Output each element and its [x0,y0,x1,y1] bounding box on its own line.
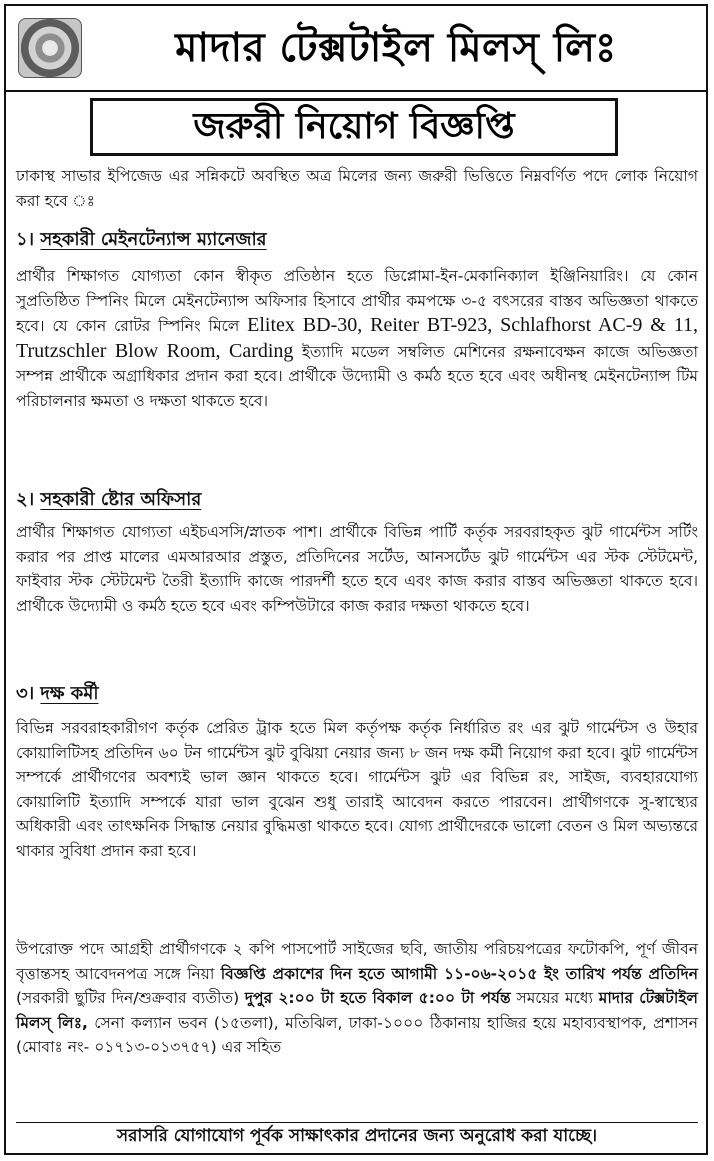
application-deadline: বিজ্ঞপ্তি প্রকাশের দিন হতে আগামী ১১-০৬-২০১৫ ইং তারিখ পর্যন্ত প্রতিদিন [220,964,698,983]
position-2-heading [16,487,201,513]
company-name: মাদার টেক্সটাইল মিলস্ লিঃ [175,25,617,71]
application-address: সেনা কল্যান ভবন (১৫তলা), মতিঝিল, ঢাকা-১০০০ ঠিকানায় হাজির হয়ে মহাব্যবস্থাপক, প্রশাসন (মোবাঃ নং- ০১৭১৩-০১৩৭৫৭) এর সহিত [16,1013,698,1056]
position-2-title: সহকারী ষ্টোর অফিসার [40,489,202,510]
position-3-number: ৩। [16,683,35,704]
application-time: দুপুর ২:০০ টা হতে বিকাল ৫:০০ টা পর্যন্ত [244,989,511,1007]
position-2-number: ২। [16,489,35,510]
position-1-text-2: ইত্যাদি মডেল সম্বলিত মেশিনের রক্ষনাবেক্ষন কাজে অভিজ্ঞতা সম্পন্ন প্রার্থীকে অগ্রাধিকার প্রদান করা হবে। প্রার্থীকে উদ্যোমী ও কর্মঠ হতে হবে এবং অধীনস্থ মেইনটেন্যান্স টিম পরিচালনার ক্ষমতা ও দক্ষতা থাকতে হবে। [16,342,698,410]
position-3-heading [16,681,98,707]
position-1-description [16,264,698,413]
application-text-1: উপরোক্ত পদে আগ্রহী প্রার্থীগণকে ২ কপি পাসপোর্ট সাইজের ছবি, জাতীয় পরিচয়পত্রের ফটোকপি, পূর্ণ জীবন বৃত্তান্তসহ আবেদনপত্র সঙ্গে নিয়া [16,940,698,983]
application-text-3: সময়ের মধ্যে [516,989,593,1007]
notice-header [4,4,708,92]
notice-title: জরুরী নিয়োগ বিজ্ঞপ্তি [90,98,618,156]
position-3-description: বিভিন্ন সরবরাহকারীগণ কর্তৃক প্রেরিত ট্রাক হতে মিল কর্তৃপক্ষ কর্তৃক নির্ধারিত রং এর ঝুট গার্মেন্টস ও উহার কোয়ালিটিসহ প্রতিদিন ৬০ টন গার্মেন্টস ঝুট বুঝিয়া নেয়ার জন্য ৮ জন দক্ষ কর্মী নিয়োগ করা হবে। ঝুট গার্মেন্টস সম্পর্কে প্রার্থীগণের অবশ্যই ভাল জ্ঞান থাকতে হবে। গার্মেন্টস ঝুট এর বিভিন্ন রং, সাইজ, ব্যবহারযোগ্য কোয়ালিটি ইত্যাদি সম্পর্কে যারা ভাল বুঝেন শুধু তারাই আবেদন করতে পারবেন। প্রার্থীগণকে সু-স্বাস্থ্যের অধিকারী এবং তাৎক্ষনিক সিদ্ধান্ত নেয়ার বুদ্ধিমত্তা থাকতে হবে। যোগ্য প্রার্থীদেরকে ভালো বেতন ও মিল অভ্যন্তরে থাকার সুবিধা প্রদান করা হবে। [16,719,698,860]
position-1-text-1: প্রার্থীর শিক্ষাগত যোগ্যতা কোন স্বীকৃত প্রতিষ্ঠান হতে ডিপ্লোমা-ইন-মেকানিক্যাল ইঞ্জিনিয়ারিং। যে কোন সুপ্রতিষ্ঠিত স্পিনিং মিলে মেইনটেন্যান্স অফিসার হিসাবে প্রার্থীর কমপক্ষে ৩-৫ বৎসরের বাস্তব অভিজ্ঞতা থাকতে হবে। যে কোন রোটর স্পিনিং মিলে [16,267,698,335]
closing-line: সরাসরি যোগাযোগ পূর্বক সাক্ষাৎকার প্রদানের জন্য অনুরোধ করা যাচ্ছে। [16,1122,698,1149]
position-3-title: দক্ষ কর্মী [40,683,99,704]
position-1-title: সহকারী মেইনটেন্যান্স ম্যানেজার [40,229,267,250]
application-paragraph [16,937,698,1060]
position-1-machines: Elitex BD-30, Reiter BT-923, Schlafhorst AC-9 & 11, Trutzschler Blow Room, Carding [16,314,699,362]
intro-paragraph: ঢাকাস্থ সাভার ইপিজেড এর সন্নিকটে অবস্থিত অত্র মিলের জন্য জরুরী ভিত্তিতে নিম্নবর্ণিত পদে লোক নিয়োগ করা হবে ঃ [16,167,698,210]
application-company: মাদার টেক্সটাইল মিলস্ লিঃ, [16,989,698,1032]
application-holiday-note: (সরকারী ছুটির দিন/শুক্রবার ব্যতীত) [16,989,240,1007]
position-1-number: ১। [16,229,35,250]
position-2-description: প্রার্থীর শিক্ষাগত যোগ্যতা এইচএসসি/স্নাতক পাশ। প্রার্থীকে বিভিন্ন পার্টি কর্তৃক সরবরাহকৃত ঝুট গার্মেন্টস সর্টিং করার পর প্রাপ্ত মালের এমআরআর প্রস্তুত, প্রতিদিনের সর্টেড, আনসর্টেড ঝুট গার্মেন্টস এর স্টক স্টেটমেন্ট, ফাইবার স্টক স্টেটমেন্ট তৈরী ইত্যাদি কাজে পারদর্শী হতে হবে এবং কাজ করার বাস্তব অভিজ্ঞতা থাকতে হবে। প্রার্থীকে উদ্যোমী ও কর্মঠ হতে হবে এবং কম্পিউটারে কাজ করার দক্ষতা থাকতে হবে। [16,523,698,615]
position-1-heading [16,227,267,253]
company-logo-icon [18,18,82,78]
